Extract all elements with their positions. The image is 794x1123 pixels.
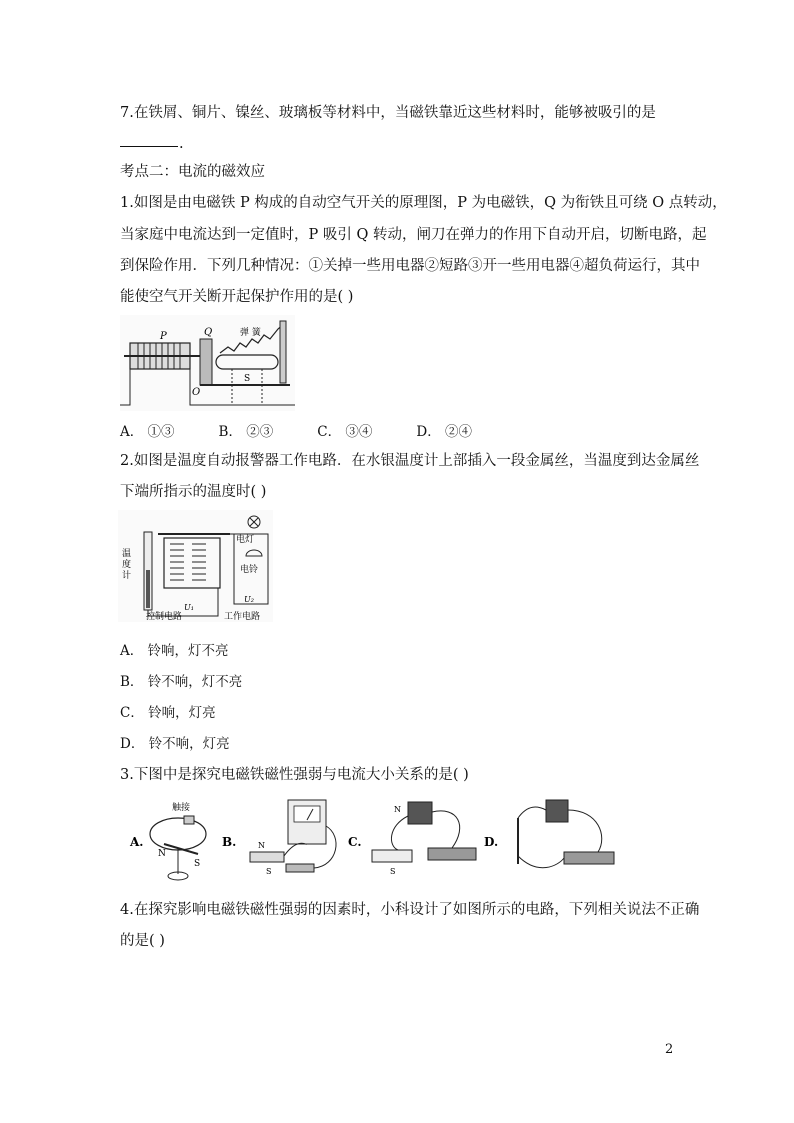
rheostat-d bbox=[564, 852, 614, 864]
thermometer-label-1: 温 bbox=[122, 549, 132, 559]
section-title: 考点二：电流的磁效应 bbox=[120, 164, 265, 180]
q2-option-d: D． 铃不响，灯亮 bbox=[120, 736, 230, 752]
q2-figure-temperature-alarm bbox=[118, 510, 273, 622]
q1-line-1: 1.如图是由电磁铁 P 构成的自动空气开关的原理图，P 为电磁铁，Q 为衔铁且可绕 O 点转动， bbox=[120, 195, 727, 211]
q2-line-1: 2.如图是温度自动报警器工作电路．在水银温度计上部插入一段金属丝，当温度到达金属丝 bbox=[120, 453, 700, 469]
q3-option-a-label: A. bbox=[130, 835, 144, 849]
q3-b-n-label: N bbox=[258, 841, 265, 850]
lamp-label: 电灯 bbox=[236, 535, 255, 545]
q1-option-d: D． ②④ bbox=[416, 424, 473, 440]
magnet-bar bbox=[250, 852, 284, 862]
q1-figure-air-switch bbox=[120, 315, 295, 411]
q2-option-c: C． 铃响，灯亮 bbox=[120, 705, 216, 721]
q3-text: 3.下图中是探究电磁铁磁性强弱与电流大小关系的是( ) bbox=[120, 767, 469, 783]
q3-option-c-label: C. bbox=[348, 835, 362, 849]
q1-line-2: 当家庭中电流达到一定值时，P 吸引 Q 转动，闸刀在弹力的作用下自动开启，切断电路，起 bbox=[120, 227, 707, 243]
battery-pack-d bbox=[546, 800, 568, 822]
air-switch-diagram bbox=[120, 315, 295, 411]
q3-c-s-label: S bbox=[390, 867, 396, 876]
q3-c-n-label: N bbox=[394, 805, 401, 814]
q3-a-s-label: S bbox=[194, 859, 201, 869]
answer-blank bbox=[120, 146, 178, 147]
label-o: O bbox=[192, 387, 201, 398]
thermometer-label-2: 度 bbox=[122, 560, 132, 570]
temperature-alarm-diagram bbox=[118, 510, 273, 622]
q1-line-3: 到保险作用．下列几种情况：①关掉一些用电器②短路③开一些用电器④超负荷运行，其中 bbox=[120, 258, 700, 274]
label-p: P bbox=[160, 331, 167, 342]
battery-pack bbox=[408, 802, 432, 824]
q3-option-b-label: B. bbox=[222, 835, 237, 849]
q3-b-s-label: S bbox=[266, 867, 272, 876]
q3-option-d-label: D. bbox=[484, 835, 499, 849]
q3-options-diagram bbox=[118, 796, 618, 886]
bell-label: 电铃 bbox=[240, 565, 259, 575]
page-number: 2 bbox=[665, 1042, 674, 1057]
touch-label: 触接 bbox=[172, 803, 191, 813]
rheostat-c bbox=[428, 848, 476, 860]
control-circuit-label: 控制电路 bbox=[146, 612, 183, 622]
thermometer-label-3: 计 bbox=[122, 571, 132, 581]
q3-figures bbox=[118, 796, 618, 886]
question-7-text: 7.在铁屑、铜片、镍丝、玻璃板等材料中，当磁铁靠近这些材料时，能够被吸引的是 bbox=[120, 105, 656, 121]
battery-icon bbox=[184, 816, 194, 824]
q2-line-2: 下端所指示的温度时( ) bbox=[120, 484, 267, 500]
label-q: Q bbox=[204, 327, 213, 338]
q1-option-c: C． ③④ bbox=[317, 424, 373, 440]
q4-line-1: 4.在探究影响电磁铁磁性强弱的因素时，小科设计了如图所示的电路，下列相关说法不正确 bbox=[120, 902, 700, 918]
q4-line-2: 的是( ) bbox=[120, 933, 165, 949]
label-s: S bbox=[244, 374, 251, 384]
work-circuit-label: 工作电路 bbox=[224, 612, 261, 622]
q2-option-a: A． 铃响，灯不亮 bbox=[120, 643, 229, 659]
u1-label: U₁ bbox=[184, 603, 194, 612]
q1-options bbox=[120, 420, 516, 440]
blank-end-period: . bbox=[179, 136, 184, 152]
armature-q bbox=[200, 339, 212, 385]
q1-option-b: B． ②③ bbox=[218, 424, 274, 440]
q1-option-a: A． ①③ bbox=[120, 424, 175, 440]
q1-line-4: 能使空气开关断开起保护作用的是( ) bbox=[120, 289, 354, 305]
u2-label: U₂ bbox=[244, 595, 254, 604]
q3-a-n-label: N bbox=[158, 849, 166, 859]
label-spring: 弹 簧 bbox=[240, 328, 261, 338]
q2-option-b: B． 铃不响，灯不亮 bbox=[120, 674, 243, 690]
